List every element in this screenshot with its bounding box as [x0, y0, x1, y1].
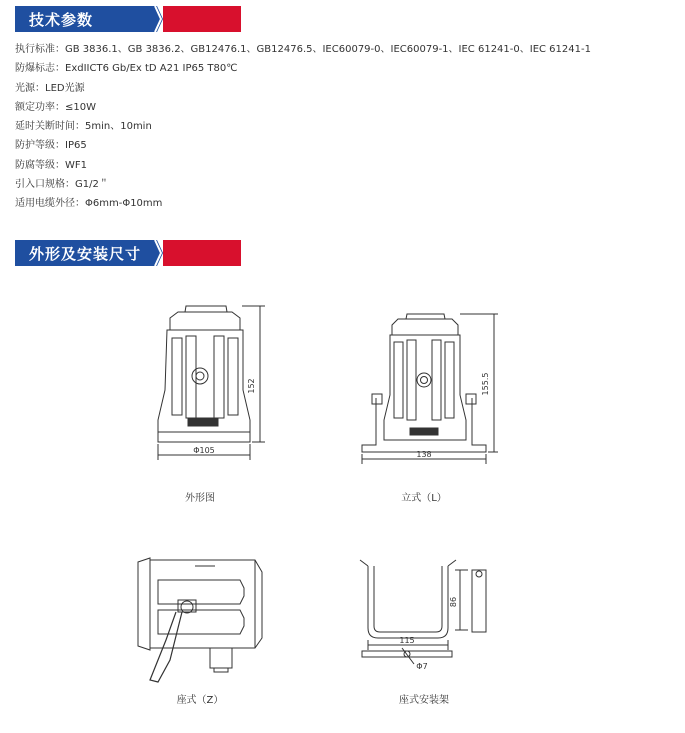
spec-entry: 引入口规格：G1/2＂ [15, 179, 109, 191]
vertical-mount-drawing [362, 314, 498, 464]
vertical-caption: 立式（L） [401, 493, 447, 504]
dimensions-title: 外形及安装尺寸 [29, 245, 142, 263]
tech-params-title: 技术参数 [29, 11, 94, 29]
seat-caption: 座式（Z） [176, 695, 224, 706]
seat-mount-drawing [138, 558, 262, 682]
spec-delay: 延时关断时间：5min、10min [15, 121, 152, 133]
spec-power: 额定功率：≤10W [15, 101, 96, 113]
bracket-width-label: 115 [399, 636, 415, 645]
outline-height-label: 152 [247, 378, 256, 394]
spec-ex-marking: 防爆标志：ExdIICT6 Gb/Ex tD A21 IP65 T80℃ [15, 63, 238, 75]
vertical-width-label: 138 [416, 450, 432, 459]
spec-ip: 防护等级：IP65 [15, 140, 87, 152]
spec-anticorrosion: 防腐等级：WF1 [15, 159, 88, 171]
spec-standard: 执行标准：GB 3836.1、GB 3836.2、GB12476.1、GB12476.5、IEC60079-0、IEC60079-1、IEC 61241-0、IEC 61241-1 [15, 44, 591, 55]
bracket-drawing [360, 560, 486, 664]
spec-cable: 适用电缆外径：Φ6mm-Φ10mm [15, 198, 163, 210]
bracket-caption: 座式安装架 [399, 695, 449, 706]
outline-caption: 外形图 [185, 493, 215, 504]
spec-light-source: 光源：LED光源 [15, 82, 85, 94]
outline-width-label: Φ105 [193, 446, 215, 455]
vertical-height-label: 155.5 [481, 372, 490, 396]
bracket-hole-label: Φ7 [416, 662, 428, 671]
bracket-height-label: 86 [449, 596, 458, 608]
